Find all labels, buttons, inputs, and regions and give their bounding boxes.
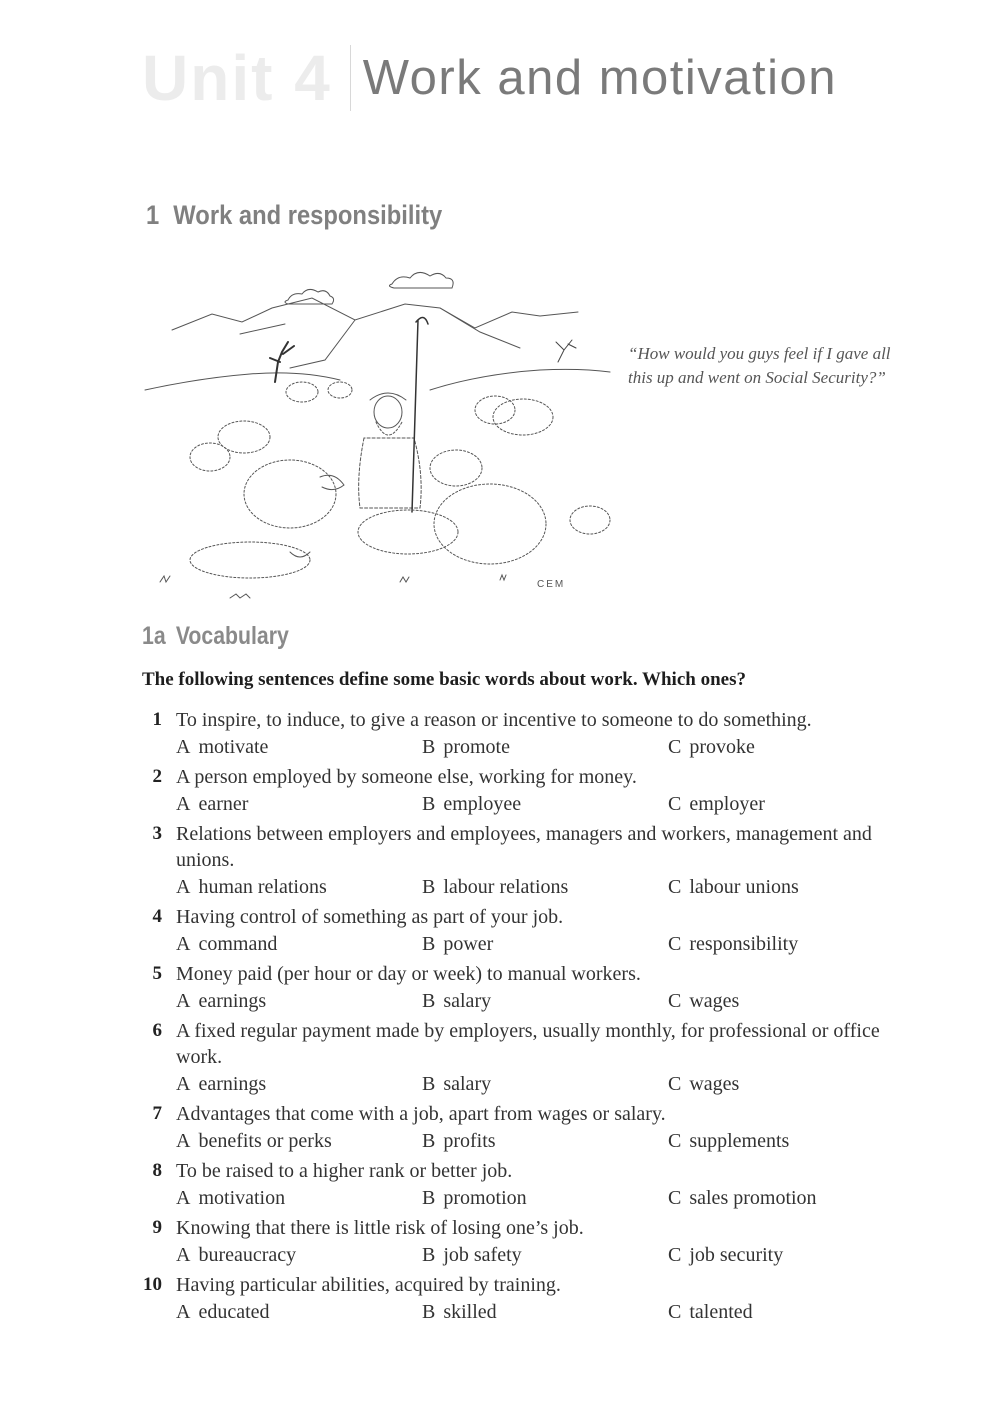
answer-option-c[interactable] — [668, 1241, 783, 1269]
answer-options — [176, 987, 920, 1015]
answer-option-b[interactable] — [422, 1241, 668, 1269]
grass — [160, 575, 506, 598]
option-letter: C — [668, 1130, 682, 1152]
option-letter: A — [176, 933, 191, 955]
unit-title: Work and motivation — [362, 50, 838, 105]
sheep — [430, 450, 482, 486]
option-text: power — [443, 933, 494, 955]
question-number: 1 — [152, 709, 162, 730]
answer-options — [176, 930, 920, 958]
answer-option-a[interactable] — [176, 1241, 422, 1269]
option-letter: C — [668, 933, 682, 955]
option-text: motivate — [198, 736, 269, 758]
option-text: earnings — [198, 990, 267, 1012]
question-stem: Knowing that there is little risk of losing one’s job. — [176, 1217, 584, 1239]
question-number: 9 — [152, 1217, 162, 1238]
subsection-title: Vocabulary — [175, 622, 289, 650]
option-letter: A — [176, 1301, 191, 1323]
unit-header — [142, 38, 837, 118]
option-text: labour unions — [689, 876, 799, 898]
answer-option-a[interactable] — [176, 873, 422, 901]
sheep — [493, 399, 553, 435]
question-stem: Having control of something as part of your job. — [176, 906, 564, 928]
question-item — [130, 1101, 920, 1155]
answer-option-a[interactable] — [176, 930, 422, 958]
answer-option-c[interactable] — [668, 1184, 817, 1212]
instructions: The following sentences define some basic words about work. Which ones? — [142, 669, 746, 690]
answer-options — [176, 1184, 920, 1212]
cloud — [389, 272, 453, 288]
subsection-number: 1a — [142, 622, 166, 650]
question-number: 3 — [152, 823, 162, 844]
question-number: 10 — [143, 1274, 162, 1295]
sheep — [570, 506, 610, 534]
answer-option-b[interactable] — [422, 733, 668, 761]
question-list — [130, 707, 920, 1329]
answer-option-b[interactable] — [422, 987, 668, 1015]
question-item — [130, 764, 920, 818]
option-text: wages — [689, 990, 740, 1012]
option-letter: A — [176, 990, 191, 1012]
tree — [270, 342, 294, 382]
question-stem: Relations between employers and employees, managers and workers, management and unions. — [176, 823, 872, 871]
option-letter: B — [422, 1301, 436, 1323]
answer-options — [176, 733, 920, 761]
shepherd-head — [374, 396, 402, 428]
answer-option-c[interactable] — [668, 790, 765, 818]
question-number: 7 — [152, 1103, 162, 1124]
question-item — [130, 1215, 920, 1269]
answer-option-c[interactable] — [668, 1298, 753, 1326]
sheep — [190, 542, 310, 578]
question-item — [130, 961, 920, 1015]
option-text: earner — [198, 793, 249, 815]
subsection-heading — [142, 622, 289, 651]
question-stem: A person employed by someone else, working for money. — [176, 766, 637, 788]
option-text: sales promotion — [689, 1187, 817, 1209]
question-item — [130, 1158, 920, 1212]
question-stem: Money paid (per hour or day or week) to manual workers. — [176, 963, 641, 985]
cloud — [285, 289, 334, 304]
option-letter: B — [422, 736, 436, 758]
option-letter: A — [176, 1187, 191, 1209]
horizon — [145, 369, 610, 390]
mountains — [172, 298, 578, 330]
option-text: human relations — [198, 876, 327, 898]
option-letter: A — [176, 793, 191, 815]
sheep — [358, 510, 458, 554]
answer-option-c[interactable] — [668, 873, 799, 901]
sheep — [286, 382, 318, 402]
sheep — [244, 460, 336, 528]
answer-option-a[interactable] — [176, 1298, 422, 1326]
option-letter: B — [422, 876, 436, 898]
question-number: 5 — [152, 963, 162, 984]
option-letter: B — [422, 990, 436, 1012]
option-letter: B — [422, 933, 436, 955]
answer-option-b[interactable] — [422, 1298, 668, 1326]
section-title: Work and responsibility — [173, 200, 443, 230]
option-text: benefits or perks — [198, 1130, 332, 1152]
answer-options — [176, 1070, 920, 1098]
question-stem: To be raised to a higher rank or better job. — [176, 1160, 513, 1182]
answer-option-b[interactable] — [422, 1070, 668, 1098]
question-number: 6 — [152, 1020, 162, 1041]
question-stem: Having particular abilities, acquired by training. — [176, 1274, 561, 1296]
section-number: 1 — [146, 200, 160, 230]
question-item — [130, 1018, 920, 1098]
option-letter: C — [668, 793, 682, 815]
sheep — [434, 484, 546, 564]
option-letter: C — [668, 736, 682, 758]
option-letter: A — [176, 736, 191, 758]
cartoon-caption: “How would you guys feel if I gave all this up and went on Social Security?” — [628, 344, 891, 387]
question-stem: A fixed regular payment made by employers, usually monthly, for professional or office work. — [176, 1020, 880, 1068]
option-text: motivation — [198, 1187, 286, 1209]
answer-option-c[interactable] — [668, 930, 798, 958]
shepherd-beard — [376, 422, 402, 435]
answer-option-c[interactable] — [668, 1070, 739, 1098]
answer-option-b[interactable] — [422, 1127, 668, 1155]
answer-option-b[interactable] — [422, 1184, 668, 1212]
option-letter: C — [668, 990, 682, 1012]
answer-option-b[interactable] — [422, 930, 668, 958]
option-text: job safety — [443, 1244, 522, 1266]
section-heading — [146, 200, 442, 231]
option-letter: C — [668, 1244, 682, 1266]
shepherd-cartoon — [140, 262, 620, 612]
answer-option-a[interactable] — [176, 987, 422, 1015]
option-text: labour relations — [443, 876, 569, 898]
option-text: job security — [689, 1244, 784, 1266]
answer-options — [176, 873, 920, 901]
option-text: promote — [443, 736, 510, 758]
answer-option-a[interactable] — [176, 790, 422, 818]
option-text: responsibility — [689, 933, 799, 955]
option-letter: A — [176, 1244, 191, 1266]
answer-options — [176, 1241, 920, 1269]
option-letter: C — [668, 1187, 682, 1209]
option-letter: B — [422, 793, 436, 815]
unit-label: Unit 4 — [142, 42, 332, 114]
answer-option-a[interactable] — [176, 733, 422, 761]
option-letter: B — [422, 1130, 436, 1152]
option-text: earnings — [198, 1073, 267, 1095]
question-item — [130, 1272, 920, 1326]
option-text: command — [198, 933, 278, 955]
answer-option-c[interactable] — [668, 987, 739, 1015]
option-letter: C — [668, 1301, 682, 1323]
answer-option-a[interactable] — [176, 1127, 422, 1155]
answer-option-c[interactable] — [668, 733, 755, 761]
option-letter: A — [176, 1073, 191, 1095]
option-letter: B — [422, 1244, 436, 1266]
unit-divider — [350, 45, 351, 111]
option-text: profits — [443, 1130, 496, 1152]
tree — [556, 340, 576, 362]
question-number: 2 — [152, 766, 162, 787]
answer-option-a[interactable] — [176, 1184, 422, 1212]
option-letter: C — [668, 876, 682, 898]
question-item — [130, 904, 920, 958]
option-text: supplements — [689, 1130, 790, 1152]
sheep — [328, 382, 352, 398]
option-text: wages — [689, 1073, 740, 1095]
answer-option-b[interactable] — [422, 790, 668, 818]
question-item — [130, 821, 920, 901]
option-text: skilled — [443, 1301, 497, 1323]
answer-option-b[interactable] — [422, 873, 668, 901]
option-text: salary — [443, 990, 492, 1012]
cartoon-signature: CEM — [537, 579, 566, 590]
option-text: salary — [443, 1073, 492, 1095]
option-text: promotion — [443, 1187, 527, 1209]
answer-options — [176, 1127, 920, 1155]
question-stem: Advantages that come with a job, apart from wages or salary. — [176, 1103, 666, 1125]
question-number: 4 — [152, 906, 162, 927]
option-letter: B — [422, 1073, 436, 1095]
question-item — [130, 707, 920, 761]
answer-options — [176, 790, 920, 818]
crook — [412, 317, 428, 512]
answer-option-a[interactable] — [176, 1070, 422, 1098]
question-number: 8 — [152, 1160, 162, 1181]
option-text: employer — [689, 793, 765, 815]
option-text: talented — [689, 1301, 753, 1323]
option-letter: B — [422, 1187, 436, 1209]
option-letter: A — [176, 1130, 191, 1152]
answer-option-c[interactable] — [668, 1127, 789, 1155]
question-stem: To inspire, to induce, to give a reason or incentive to someone to do something. — [176, 709, 812, 731]
option-text: employee — [443, 793, 522, 815]
option-letter: C — [668, 1073, 682, 1095]
answer-options — [176, 1298, 920, 1326]
option-text: educated — [198, 1301, 270, 1323]
option-text: bureaucracy — [198, 1244, 297, 1266]
option-text: provoke — [689, 736, 755, 758]
option-letter: A — [176, 876, 191, 898]
